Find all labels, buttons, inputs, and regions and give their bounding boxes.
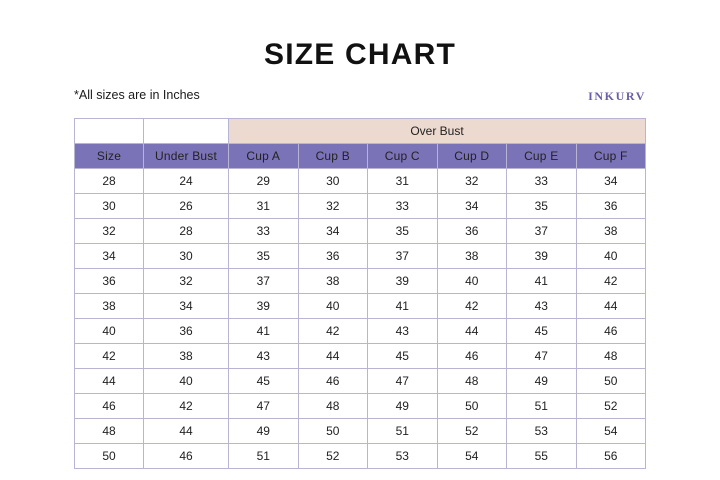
cell-size: 30 bbox=[75, 194, 144, 219]
cell-cup-e: 47 bbox=[507, 344, 577, 369]
cell-cup-a: 33 bbox=[229, 219, 299, 244]
cell-under-bust: 26 bbox=[144, 194, 229, 219]
cell-cup-d: 34 bbox=[437, 194, 507, 219]
cell-cup-d: 36 bbox=[437, 219, 507, 244]
group-header-blank-size bbox=[75, 119, 144, 144]
cell-cup-b: 50 bbox=[298, 419, 368, 444]
cell-cup-b: 32 bbox=[298, 194, 368, 219]
cell-cup-c: 39 bbox=[368, 269, 438, 294]
cell-cup-d: 44 bbox=[437, 319, 507, 344]
cell-cup-f: 38 bbox=[576, 219, 646, 244]
cell-cup-e: 33 bbox=[507, 169, 577, 194]
cell-size: 44 bbox=[75, 369, 144, 394]
cell-under-bust: 42 bbox=[144, 394, 229, 419]
column-header-cup-e: Cup E bbox=[507, 144, 577, 169]
cell-under-bust: 46 bbox=[144, 444, 229, 469]
table-row bbox=[75, 444, 646, 469]
column-header-size: Size bbox=[75, 144, 144, 169]
table-row bbox=[75, 269, 646, 294]
cell-cup-f: 52 bbox=[576, 394, 646, 419]
cell-cup-e: 51 bbox=[507, 394, 577, 419]
cell-cup-c: 41 bbox=[368, 294, 438, 319]
table-row bbox=[75, 319, 646, 344]
cell-cup-e: 35 bbox=[507, 194, 577, 219]
cell-cup-d: 32 bbox=[437, 169, 507, 194]
cell-cup-f: 56 bbox=[576, 444, 646, 469]
cell-cup-a: 39 bbox=[229, 294, 299, 319]
cell-cup-d: 50 bbox=[437, 394, 507, 419]
table-head bbox=[75, 119, 646, 169]
cell-under-bust: 24 bbox=[144, 169, 229, 194]
cell-under-bust: 36 bbox=[144, 319, 229, 344]
cell-cup-c: 51 bbox=[368, 419, 438, 444]
cell-under-bust: 32 bbox=[144, 269, 229, 294]
cell-cup-a: 45 bbox=[229, 369, 299, 394]
cell-cup-c: 31 bbox=[368, 169, 438, 194]
cell-size: 36 bbox=[75, 269, 144, 294]
table-row bbox=[75, 344, 646, 369]
column-header-cup-b: Cup B bbox=[298, 144, 368, 169]
group-header-blank-underbust bbox=[144, 119, 229, 144]
cell-cup-f: 36 bbox=[576, 194, 646, 219]
cell-size: 40 bbox=[75, 319, 144, 344]
cell-size: 48 bbox=[75, 419, 144, 444]
cell-cup-e: 43 bbox=[507, 294, 577, 319]
cell-cup-d: 42 bbox=[437, 294, 507, 319]
cell-cup-e: 41 bbox=[507, 269, 577, 294]
cell-cup-e: 55 bbox=[507, 444, 577, 469]
cell-cup-f: 42 bbox=[576, 269, 646, 294]
cell-cup-d: 54 bbox=[437, 444, 507, 469]
size-chart-table bbox=[74, 118, 646, 469]
cell-cup-d: 40 bbox=[437, 269, 507, 294]
cell-under-bust: 44 bbox=[144, 419, 229, 444]
cell-cup-d: 46 bbox=[437, 344, 507, 369]
table-row bbox=[75, 194, 646, 219]
cell-cup-f: 40 bbox=[576, 244, 646, 269]
cell-cup-f: 48 bbox=[576, 344, 646, 369]
cell-cup-d: 48 bbox=[437, 369, 507, 394]
cell-cup-b: 36 bbox=[298, 244, 368, 269]
cell-cup-a: 37 bbox=[229, 269, 299, 294]
cell-cup-c: 53 bbox=[368, 444, 438, 469]
cell-cup-f: 50 bbox=[576, 369, 646, 394]
cell-cup-b: 40 bbox=[298, 294, 368, 319]
cell-cup-a: 35 bbox=[229, 244, 299, 269]
cell-under-bust: 34 bbox=[144, 294, 229, 319]
cell-cup-c: 35 bbox=[368, 219, 438, 244]
column-header-cup-a: Cup A bbox=[229, 144, 299, 169]
cell-cup-b: 52 bbox=[298, 444, 368, 469]
column-header-row bbox=[75, 144, 646, 169]
cell-cup-c: 49 bbox=[368, 394, 438, 419]
cell-cup-a: 31 bbox=[229, 194, 299, 219]
cell-cup-e: 37 bbox=[507, 219, 577, 244]
cell-size: 32 bbox=[75, 219, 144, 244]
cell-size: 50 bbox=[75, 444, 144, 469]
cell-size: 28 bbox=[75, 169, 144, 194]
cell-cup-a: 43 bbox=[229, 344, 299, 369]
column-header-cup-d: Cup D bbox=[437, 144, 507, 169]
cell-size: 38 bbox=[75, 294, 144, 319]
cell-cup-a: 41 bbox=[229, 319, 299, 344]
column-header-cup-c: Cup C bbox=[368, 144, 438, 169]
cell-cup-f: 46 bbox=[576, 319, 646, 344]
cell-cup-d: 52 bbox=[437, 419, 507, 444]
cell-cup-b: 44 bbox=[298, 344, 368, 369]
cell-cup-b: 42 bbox=[298, 319, 368, 344]
cell-size: 34 bbox=[75, 244, 144, 269]
cell-cup-a: 29 bbox=[229, 169, 299, 194]
cell-cup-e: 49 bbox=[507, 369, 577, 394]
cell-cup-c: 33 bbox=[368, 194, 438, 219]
group-header-row bbox=[75, 119, 646, 144]
cell-cup-b: 30 bbox=[298, 169, 368, 194]
table-row bbox=[75, 394, 646, 419]
group-header-over-bust: Over Bust bbox=[229, 119, 646, 144]
cell-cup-f: 54 bbox=[576, 419, 646, 444]
cell-cup-a: 51 bbox=[229, 444, 299, 469]
table-row bbox=[75, 219, 646, 244]
cell-under-bust: 28 bbox=[144, 219, 229, 244]
cell-cup-d: 38 bbox=[437, 244, 507, 269]
cell-cup-c: 43 bbox=[368, 319, 438, 344]
table-body bbox=[75, 169, 646, 469]
subtitle-row bbox=[0, 88, 720, 108]
cell-cup-a: 47 bbox=[229, 394, 299, 419]
cell-cup-b: 34 bbox=[298, 219, 368, 244]
page-title: SIZE CHART bbox=[264, 38, 456, 71]
cell-size: 46 bbox=[75, 394, 144, 419]
cell-cup-e: 53 bbox=[507, 419, 577, 444]
table-row bbox=[75, 294, 646, 319]
cell-cup-c: 47 bbox=[368, 369, 438, 394]
cell-cup-f: 34 bbox=[576, 169, 646, 194]
cell-cup-f: 44 bbox=[576, 294, 646, 319]
cell-under-bust: 40 bbox=[144, 369, 229, 394]
cell-cup-e: 39 bbox=[507, 244, 577, 269]
brand-logo: INKURV bbox=[588, 89, 646, 103]
table-row bbox=[75, 244, 646, 269]
cell-cup-b: 38 bbox=[298, 269, 368, 294]
size-chart-table-wrapper bbox=[74, 118, 646, 469]
column-header-cup-f: Cup F bbox=[576, 144, 646, 169]
table-row bbox=[75, 369, 646, 394]
cell-cup-e: 45 bbox=[507, 319, 577, 344]
cell-size: 42 bbox=[75, 344, 144, 369]
table-row bbox=[75, 169, 646, 194]
cell-cup-b: 46 bbox=[298, 369, 368, 394]
column-header-under-bust: Under Bust bbox=[144, 144, 229, 169]
cell-cup-c: 45 bbox=[368, 344, 438, 369]
table-row bbox=[75, 419, 646, 444]
cell-cup-c: 37 bbox=[368, 244, 438, 269]
units-note: *All sizes are in Inches bbox=[74, 88, 200, 102]
cell-under-bust: 38 bbox=[144, 344, 229, 369]
cell-cup-a: 49 bbox=[229, 419, 299, 444]
cell-under-bust: 30 bbox=[144, 244, 229, 269]
cell-cup-b: 48 bbox=[298, 394, 368, 419]
